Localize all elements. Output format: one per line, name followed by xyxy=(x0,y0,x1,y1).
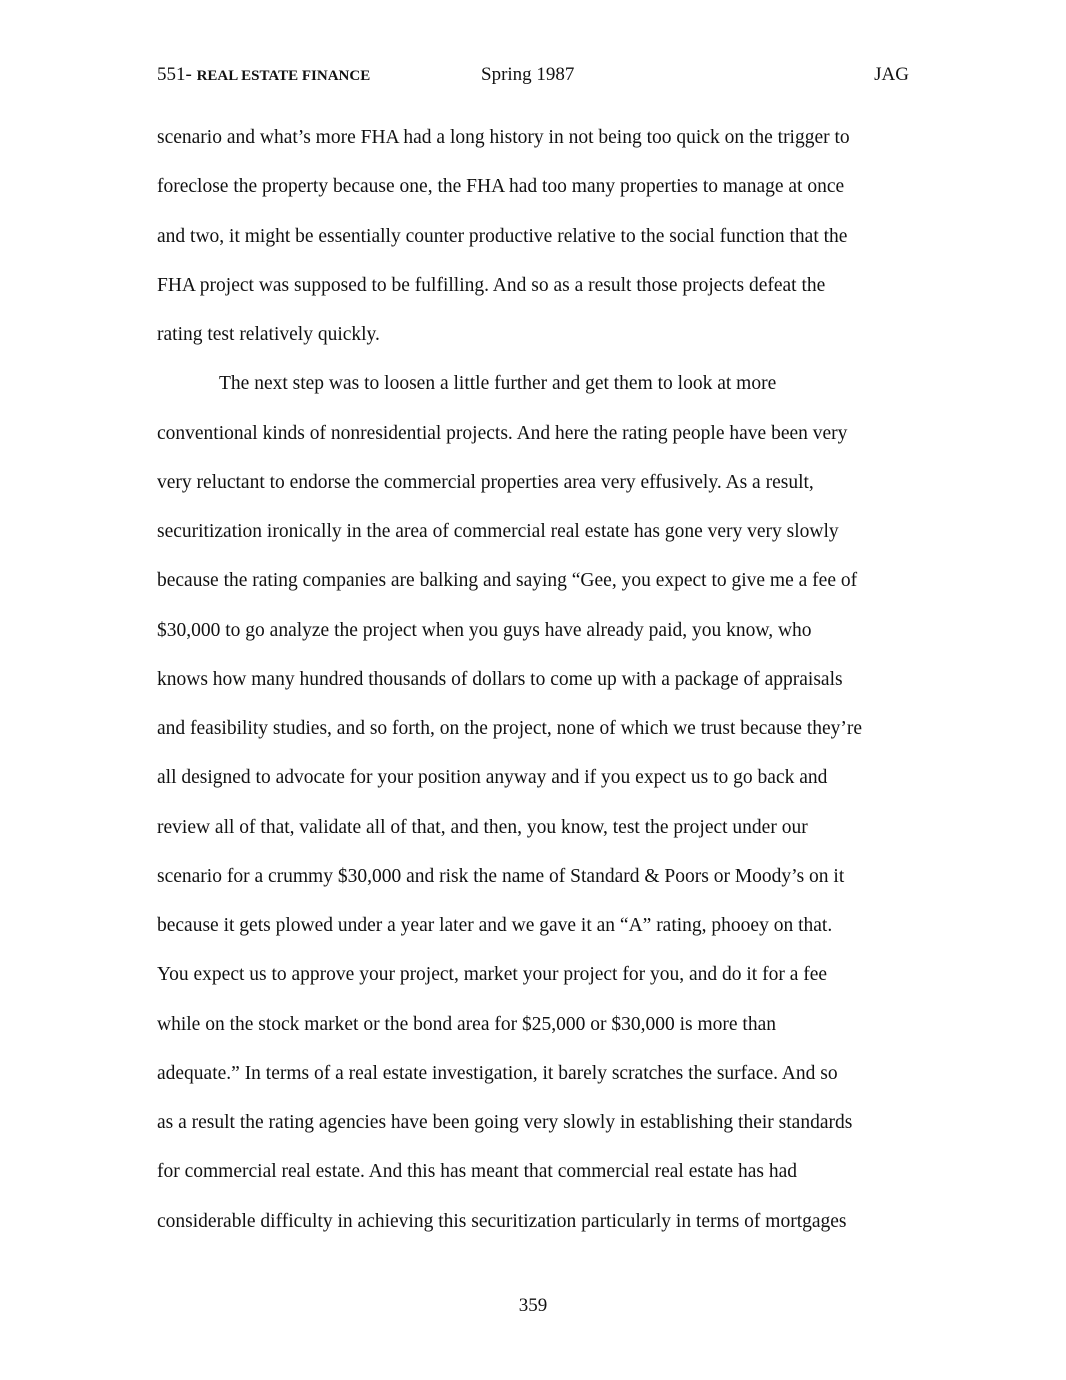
term-label: Spring 1987 xyxy=(481,64,575,85)
text-line: because the rating companies are balking and saying “Gee, you expect to give me a fee of xyxy=(157,570,858,592)
page-header xyxy=(157,64,909,90)
text-line: as a result the rating agencies have been going very slowly in establishing their standards xyxy=(157,1112,853,1133)
course-title: REAL ESTATE FINANCE xyxy=(196,68,371,84)
text-line: review all of that, validate all of that, and then, you know, test the project under our xyxy=(157,816,808,838)
text-line: very reluctant to endorse the commercial properties area very effusively. As a result, xyxy=(157,471,814,493)
text-line: and two, it might be essentially counter productive relative to the social function that the xyxy=(157,225,848,247)
page-number: 359 xyxy=(518,1295,548,1316)
text-line: and feasibility studies, and so forth, on the project, none of which we trust because they’re xyxy=(157,718,863,739)
text-line: FHA project was supposed to be fulfilling. And so as a result those projects defeat the xyxy=(157,274,826,296)
text-line: foreclose the property because one, the FHA had too many properties to manage at once xyxy=(157,176,845,198)
text-line: $30,000 to go analyze the project when you guys have already paid, you know, who xyxy=(157,619,812,641)
text-line: adequate.” In terms of a real estate investigation, it barely scratches the surface. And so xyxy=(157,1062,838,1084)
text-line: conventional kinds of nonresidential projects. And here the rating people have been very xyxy=(157,422,848,444)
text-line: You expect us to approve your project, market your project for you, and do it for a fee xyxy=(157,964,828,986)
transcript-body xyxy=(157,124,917,1257)
course-label xyxy=(157,64,370,86)
text-line: scenario and what’s more FHA had a long history in not being too quick on the trigger to xyxy=(157,127,850,148)
text-line: considerable difficulty in achieving this securitization particularly in terms of mortgages xyxy=(157,1210,847,1232)
text-line: scenario for a crummy $30,000 and risk the name of Standard & Poors or Moody’s on it xyxy=(157,865,845,887)
text-line: because it gets plowed under a year later and we gave it an “A” rating, phooey on that. xyxy=(157,915,833,936)
text-line: for commercial real estate. And this has meant that commercial real estate has had xyxy=(157,1161,797,1183)
course-number: 551- xyxy=(157,64,197,85)
text-line: while on the stock market or the bond area for $25,000 or $30,000 is more than xyxy=(157,1013,776,1035)
text-line: rating test relatively quickly. xyxy=(157,324,380,345)
author-initials: JAG xyxy=(874,64,909,85)
text-line: securitization ironically in the area of commercial real estate has gone very very slowly xyxy=(157,521,839,542)
text-line: knows how many hundred thousands of dollars to come up with a package of appraisals xyxy=(157,668,843,690)
text-line: all designed to advocate for your position anyway and if you expect us to go back and xyxy=(157,767,828,789)
paragraph-start-line: The next step was to loosen a little further and get them to look at more xyxy=(219,373,777,395)
